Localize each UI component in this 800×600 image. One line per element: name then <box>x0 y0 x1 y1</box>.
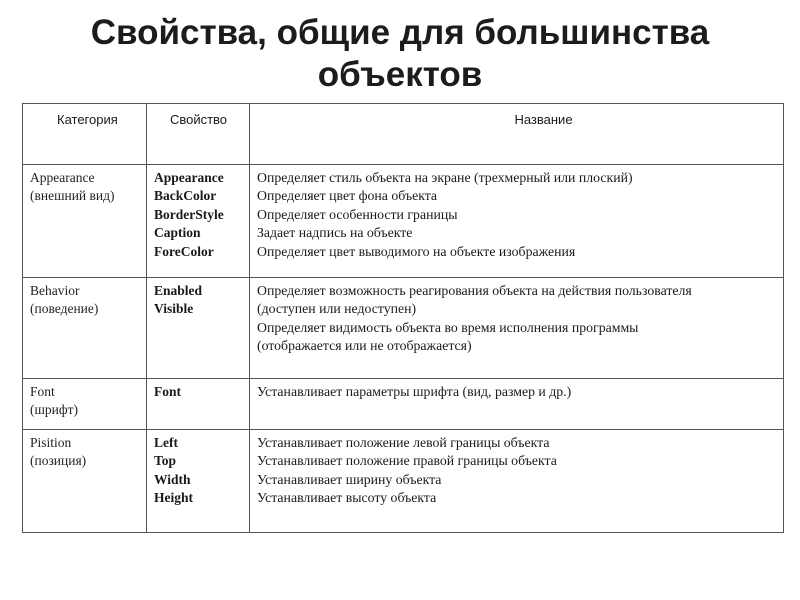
property-cell <box>147 165 250 278</box>
title-line-1: Свойства, общие для большинства <box>90 13 710 52</box>
title-line-2: объектов <box>317 55 483 94</box>
description-line: Определяет особенности границы <box>257 206 458 222</box>
page-title <box>0 12 800 96</box>
property-name: BackColor <box>154 188 217 204</box>
category-translation: (поведение) <box>30 301 99 316</box>
category-name: Font <box>30 384 55 399</box>
property-name: Width <box>154 471 191 487</box>
category-cell <box>23 165 147 278</box>
description-line: Устанавливает ширину объекта <box>257 471 442 487</box>
description-cell <box>250 165 784 278</box>
property-name: BorderStyle <box>154 206 224 222</box>
description-line: Определяет стиль объекта на экране (трехмерный или плоский) <box>257 170 633 185</box>
table-row <box>23 165 784 278</box>
category-cell <box>23 278 147 379</box>
property-cell <box>147 430 250 533</box>
property-name: Left <box>154 435 178 450</box>
properties-table <box>22 103 784 533</box>
description-line: Устанавливает положение правой границы объекта <box>257 453 557 469</box>
property-name: Font <box>154 384 181 399</box>
category-name: Appearance <box>30 170 95 185</box>
description-line: Определяет цвет фона объекта <box>257 188 438 204</box>
category-translation: (шрифт) <box>30 402 79 417</box>
header-category: Категория <box>23 104 147 165</box>
category-translation: (позиция) <box>30 453 87 468</box>
header-name: Название <box>250 104 784 165</box>
property-name: Appearance <box>154 170 224 185</box>
description-line: Определяет цвет выводимого на объекте изображения <box>257 243 576 259</box>
property-name: Top <box>154 453 177 469</box>
property-cell <box>147 379 250 430</box>
description-line: Устанавливает высоту объекта <box>257 490 437 506</box>
description-line: Устанавливает положение левой границы объекта <box>257 435 550 450</box>
description-line: Определяет видимость объекта во время исполнения программы <box>257 319 639 335</box>
category-cell <box>23 379 147 430</box>
description-line: Устанавливает параметры шрифта (вид, размер и др.) <box>257 384 572 399</box>
description-line: Задает надпись на объекте <box>257 225 413 241</box>
description-line: (доступен или недоступен) <box>257 301 417 317</box>
table-row <box>23 379 784 430</box>
property-name: Height <box>154 490 193 506</box>
category-cell <box>23 430 147 533</box>
description-cell <box>250 430 784 533</box>
header-row <box>23 104 784 165</box>
property-name: Enabled <box>154 283 203 298</box>
property-cell <box>147 278 250 379</box>
description-cell <box>250 278 784 379</box>
property-name: ForeColor <box>154 243 214 259</box>
description-cell <box>250 379 784 430</box>
description-line: (отображается или не отображается) <box>257 338 472 354</box>
header-property: Свойство <box>147 104 250 165</box>
property-name: Visible <box>154 301 194 317</box>
category-translation: (внешний вид) <box>30 188 115 203</box>
property-name: Caption <box>154 225 201 241</box>
table-row <box>23 278 784 379</box>
category-name: Pisition <box>30 435 72 450</box>
category-name: Behavior <box>30 283 80 298</box>
table-row <box>23 430 784 533</box>
description-line: Определяет возможность реагирования объекта на действия пользователя <box>257 283 692 298</box>
